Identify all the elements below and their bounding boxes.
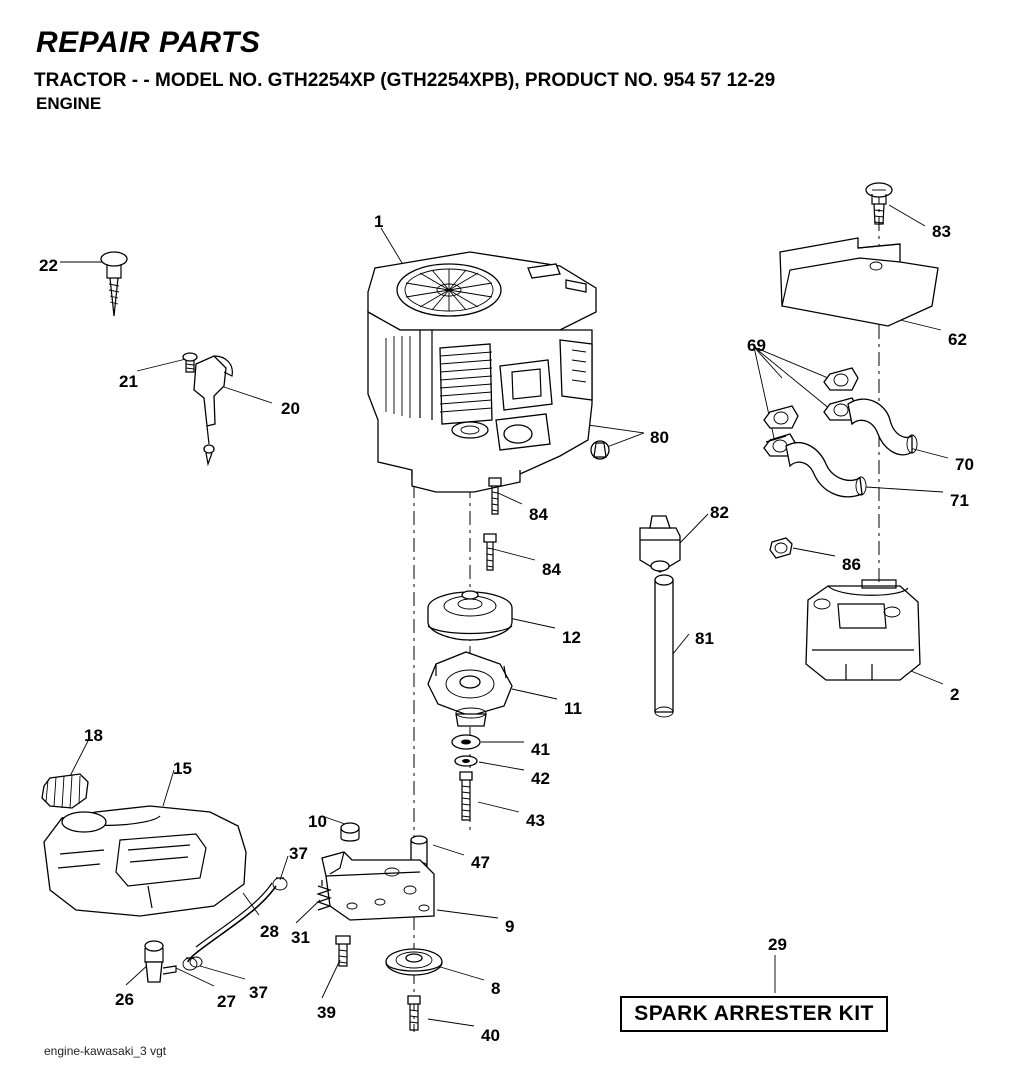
callout-10: 10 bbox=[308, 812, 327, 831]
part-1-engine bbox=[368, 252, 609, 492]
callout-9: 9 bbox=[505, 917, 515, 936]
callout-1: 1 bbox=[374, 212, 384, 231]
callout-40: 40 bbox=[481, 1026, 500, 1045]
part-2-muffler bbox=[806, 580, 920, 680]
callout-80: 80 bbox=[650, 428, 669, 447]
callout-37-upper: 37 bbox=[289, 844, 308, 863]
callout-70: 70 bbox=[955, 455, 974, 474]
section-title: ENGINE bbox=[36, 94, 102, 113]
part-20-bracket bbox=[194, 356, 232, 464]
part-26-fuel-valve bbox=[145, 941, 176, 982]
callout-8: 8 bbox=[491, 979, 501, 998]
callout-28: 28 bbox=[260, 922, 279, 941]
callout-15: 15 bbox=[173, 759, 192, 778]
part-81-tube bbox=[655, 575, 673, 717]
callout-39: 39 bbox=[317, 1003, 336, 1022]
callout-21: 21 bbox=[119, 372, 138, 391]
part-41-washer bbox=[452, 735, 480, 749]
callout-71: 71 bbox=[950, 491, 969, 510]
callout-81: 81 bbox=[695, 629, 714, 648]
part-86-nut bbox=[770, 538, 792, 558]
callout-2: 2 bbox=[950, 685, 960, 704]
callout-20: 20 bbox=[281, 399, 300, 418]
callout-62: 62 bbox=[948, 330, 967, 349]
part-84-bolt-upper bbox=[489, 478, 501, 514]
part-82-fitting bbox=[640, 516, 680, 572]
callout-26: 26 bbox=[115, 990, 134, 1009]
callout-69: 69 bbox=[747, 336, 766, 355]
callout-84-upper: 84 bbox=[529, 505, 548, 524]
part-11-housing bbox=[428, 652, 512, 726]
part-62-heat-shield bbox=[780, 238, 938, 326]
part-9-plate bbox=[322, 852, 434, 920]
callout-29: 29 bbox=[768, 935, 787, 954]
callout-41: 41 bbox=[531, 740, 550, 759]
part-10-bushing bbox=[341, 823, 359, 841]
part-43-bolt bbox=[460, 772, 472, 820]
part-84-bolt-lower bbox=[484, 534, 496, 570]
callout-18: 18 bbox=[84, 726, 103, 745]
part-8-pulley bbox=[386, 949, 442, 975]
part-42-washer bbox=[455, 756, 477, 766]
part-15-fuel-tank bbox=[44, 806, 246, 916]
callout-31: 31 bbox=[291, 928, 310, 947]
model-line: TRACTOR - - MODEL NO. GTH2254XP (GTH2254XPB), PRODUCT NO. 954 57 12-29 bbox=[34, 70, 776, 91]
part-80-plug bbox=[591, 441, 609, 459]
part-37-clamp-lower bbox=[190, 957, 202, 967]
spark-arrester-kit-box bbox=[620, 996, 888, 1032]
callout-27: 27 bbox=[217, 992, 236, 1011]
part-18-fuel-cap bbox=[42, 774, 88, 808]
part-69-clamps bbox=[764, 368, 858, 456]
part-22-bolt bbox=[101, 252, 127, 316]
callout-86: 86 bbox=[842, 555, 861, 574]
drawing-id: engine-kawasaki_3 vgt bbox=[44, 1044, 167, 1058]
callout-37-lower: 37 bbox=[249, 983, 268, 1002]
part-39-bolt bbox=[336, 936, 350, 966]
spark-arrester-kit-label: SPARK ARRESTER KIT bbox=[634, 1002, 874, 1025]
callout-43: 43 bbox=[526, 811, 545, 830]
callout-12: 12 bbox=[562, 628, 581, 647]
page-title: REPAIR PARTS bbox=[36, 26, 261, 59]
part-21-screw bbox=[183, 353, 197, 372]
part-71-pipe bbox=[786, 443, 866, 497]
callout-83: 83 bbox=[932, 222, 951, 241]
part-70-pipe bbox=[848, 399, 917, 455]
callout-42: 42 bbox=[531, 769, 550, 788]
part-12-pulley bbox=[428, 591, 512, 640]
callout-22: 22 bbox=[39, 256, 58, 275]
callout-82: 82 bbox=[710, 503, 729, 522]
callout-84-lower: 84 bbox=[542, 560, 561, 579]
callout-11: 11 bbox=[564, 699, 582, 718]
callout-47: 47 bbox=[471, 853, 490, 872]
